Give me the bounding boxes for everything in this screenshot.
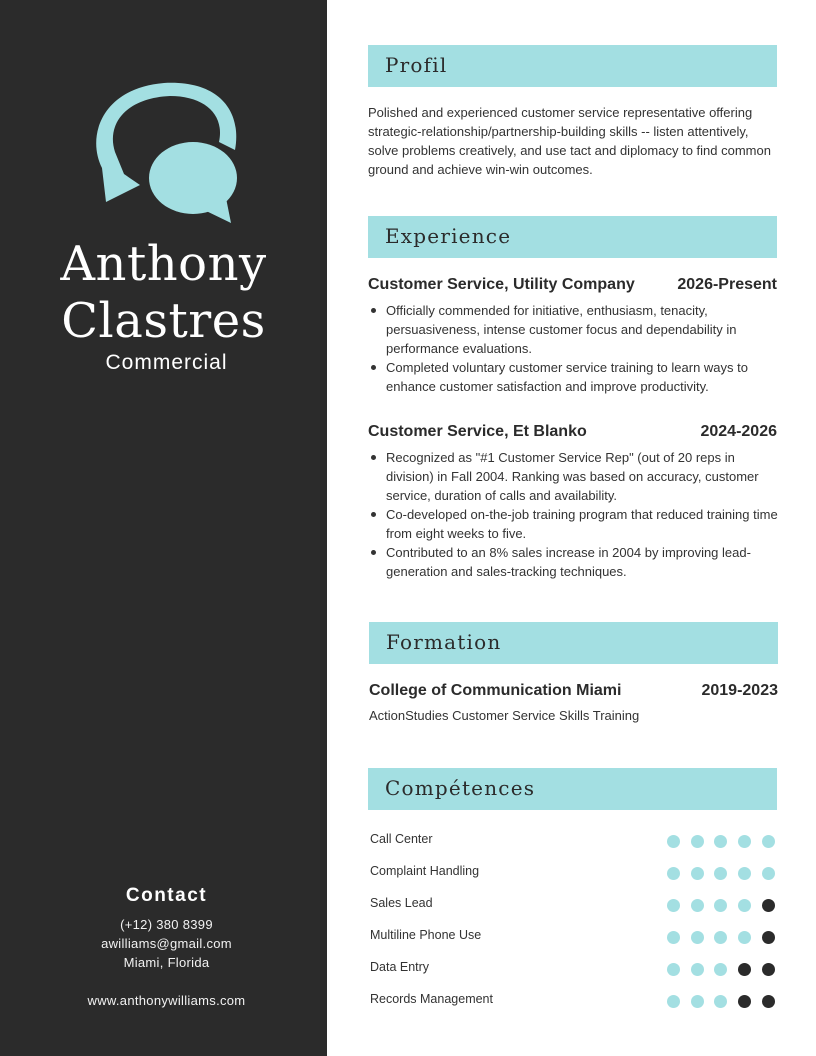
profile-section-header [368,45,777,87]
skills-heading: Compétences [385,776,536,800]
skill-dot-empty [762,899,775,912]
skill-label: Sales Lead [370,896,433,910]
skill-dot-filled [714,995,727,1008]
profile-heading: Profil [385,53,448,77]
skill-dot-filled [762,867,775,880]
experience-heading: Experience [385,224,512,248]
skill-rating [667,963,779,977]
job-bullet-list [368,301,778,396]
last-name: Clastres [61,293,266,349]
skill-rating [667,899,779,913]
contact-email: awilliams@gmail.com [101,936,232,951]
skill-row [370,960,780,980]
profile-text: Polished and experienced customer service representative offering strategic-relationship/partnership-building skills -- listen attentively, solve problems creatively, and use tact and diplomacy to find common ground and achieve win-win outcomes. [368,105,771,177]
skill-dot-filled [714,835,727,848]
school-dates: 2019-2023 [701,682,778,699]
skill-label: Records Management [370,992,493,1006]
skill-dot-filled [691,867,704,880]
skill-dot-filled [738,931,751,944]
experience-section-header [368,216,777,258]
skill-dot-filled [714,867,727,880]
skill-label: Call Center [370,832,433,846]
job-dates: 2026-Present [677,276,777,293]
skill-dot-empty [762,931,775,944]
skill-label: Multiline Phone Use [370,928,482,942]
job-bullet: Recognized as "#1 Customer Service Rep" (out of 20 reps in division) in Fall 2004. Ranking was based on accuracy, customer service, duration of calls and availability. [368,448,778,505]
skill-rating [667,995,779,1009]
skill-label: Data Entry [370,960,430,974]
job-title: Customer Service, Et Blanko [368,423,587,440]
first-name: Anthony [60,236,267,292]
skills-section-header [368,768,777,810]
skill-dot-empty [738,963,751,976]
skill-dot-empty [762,995,775,1008]
sidebar [0,0,327,1056]
skill-dot-filled [667,835,680,848]
school-name: College of Communication Miami [369,682,622,699]
skill-row [370,864,780,884]
skill-dot-filled [738,899,751,912]
skill-dot-filled [762,835,775,848]
contact-website: www.anthonywilliams.com [87,993,246,1008]
job-bullet: Officially commended for initiative, enthusiasm, tenacity, persuasiveness, intense customer focus and dependability in performance evaluations. [368,301,778,358]
skill-rating [667,931,779,945]
skill-dot-filled [738,835,751,848]
skill-dot-filled [667,899,680,912]
skill-dot-filled [667,995,680,1008]
skill-rating [667,835,779,849]
skill-dot-filled [714,899,727,912]
contact-location: Miami, Florida [123,955,210,970]
contact-phone: (+12) 380 8399 [120,917,213,932]
skill-dot-filled [691,835,704,848]
skill-dot-filled [667,931,680,944]
skill-dot-filled [691,963,704,976]
skill-row [370,992,780,1012]
job-title: Customer Service, Utility Company [368,276,635,293]
job-bullet: Completed voluntary customer service training to learn ways to enhance customer satisfaction and improve productivity. [368,358,778,396]
skill-dot-filled [691,931,704,944]
skill-dot-empty [762,963,775,976]
skill-dot-filled [667,963,680,976]
contact-heading: Contact [125,885,208,906]
skill-dot-filled [691,899,704,912]
skill-dot-filled [667,867,680,880]
skill-row [370,832,780,852]
skill-dot-filled [714,931,727,944]
skill-row [370,896,780,916]
skill-row [370,928,780,948]
job-subtitle: Commercial [105,351,228,374]
job-bullet: Co-developed on-the-job training program that reduced training time from eight weeks to five. [368,505,778,543]
skill-rating [667,867,779,881]
job-bullet: Contributed to an 8% sales increase in 2004 by improving lead-generation and sales-tracking techniques. [368,543,778,581]
education-heading: Formation [386,630,502,654]
job-bullet-list [368,448,778,581]
education-section-header [369,622,778,664]
skill-dot-filled [738,867,751,880]
skill-dot-empty [738,995,751,1008]
skill-dot-filled [714,963,727,976]
education-detail: ActionStudies Customer Service Skills Training [369,708,640,723]
job-dates: 2024-2026 [700,423,777,440]
skill-label: Complaint Handling [370,864,480,878]
skill-dot-filled [691,995,704,1008]
speech-bubbles-icon [92,80,242,228]
